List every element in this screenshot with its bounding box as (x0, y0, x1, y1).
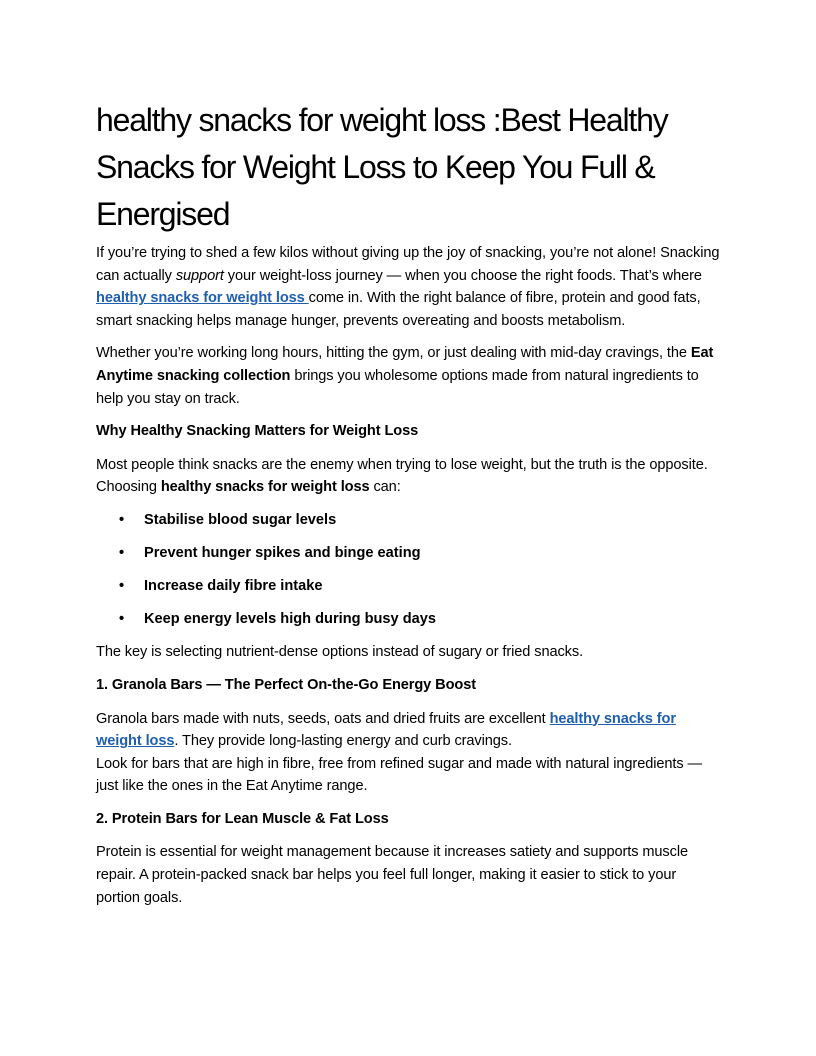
healthy-snacks-link-intro[interactable]: healthy snacks for weight loss (96, 290, 309, 307)
benefits-list (96, 509, 720, 631)
list-item (96, 608, 720, 631)
benefit-text: Prevent hunger spikes and binge eating (144, 545, 421, 562)
intro-text-3: come in. With the right balance of fibre, protein and good fats, smart snacking helps manage hunger, prevents overeating and boosts metabolism. (96, 290, 701, 329)
section-1-text-2: . They provide long-lasting energy and curb cravings. (174, 733, 512, 750)
intro-paragraph-2 (96, 342, 720, 410)
collection-name: Eat Anytime snacking collection (96, 345, 714, 384)
bullet-icon: • (119, 511, 125, 528)
intro-text-1: If you’re trying to shed a few kilos without giving up the joy of snacking, you’re not alone! Snacking can actually (96, 245, 720, 284)
why-text-1: Most people think snacks are the enemy when trying to lose weight, but the truth is the opposite. Choosing (96, 456, 708, 496)
section-2-paragraph: Protein is essential for weight management because it increases satiety and supports muscle repair. A protein-packed snack bar helps you feel full longer, making it easier to stick to your portion goals. (96, 844, 688, 906)
bullet-icon: • (119, 578, 125, 595)
list-item (96, 542, 720, 565)
section-1-paragraph (96, 708, 720, 798)
why-bold-phrase: healthy snacks for weight loss (160, 479, 370, 496)
benefit-text: Keep energy levels high during busy days (144, 611, 436, 628)
intro-p2-text-1: Whether you’re working long hours, hitting the gym, or just dealing with mid-day cravings, the (96, 345, 691, 362)
list-item (96, 575, 720, 598)
document-page (96, 97, 720, 919)
page-title: healthy snacks for weight loss :Best Healthy Snacks for Weight Loss to Keep You Full & Energised (96, 102, 668, 232)
section-1-heading: 1. Granola Bars — The Perfect On-the-Go Energy Boost (96, 676, 476, 693)
section-2-heading: 2. Protein Bars for Lean Muscle & Fat Loss (96, 810, 389, 827)
bullet-icon: • (119, 545, 125, 562)
intro-p2-text-2: brings you wholesome options made from natural ingredients to help you stay on track. (96, 367, 699, 407)
why-paragraph (96, 454, 720, 499)
section-1-text-1: Granola bars made with nuts, seeds, oats and dried fruits are excellent (96, 710, 550, 727)
bullet-icon: • (119, 611, 125, 628)
why-heading: Why Healthy Snacking Matters for Weight Loss (96, 423, 419, 440)
key-paragraph: The key is selecting nutrient-dense options instead of sugary or fried snacks. (96, 644, 584, 661)
healthy-snacks-link-granola[interactable]: healthy snacks for weight loss (96, 710, 676, 750)
benefit-text: Increase daily fibre intake (144, 578, 323, 595)
intro-paragraph-1 (96, 242, 720, 332)
benefit-text: Stabilise blood sugar levels (144, 511, 337, 528)
intro-text-2: your weight-loss journey — when you choose the right foods. That’s where (223, 267, 702, 284)
why-text-2: can: (369, 479, 401, 496)
section-1-text-3: Look for bars that are high in fibre, free from refined sugar and made with natural ingredients — just like the ones in the Eat Anytime range. (96, 755, 703, 795)
intro-emphasis: support (175, 267, 224, 284)
list-item (96, 509, 720, 532)
